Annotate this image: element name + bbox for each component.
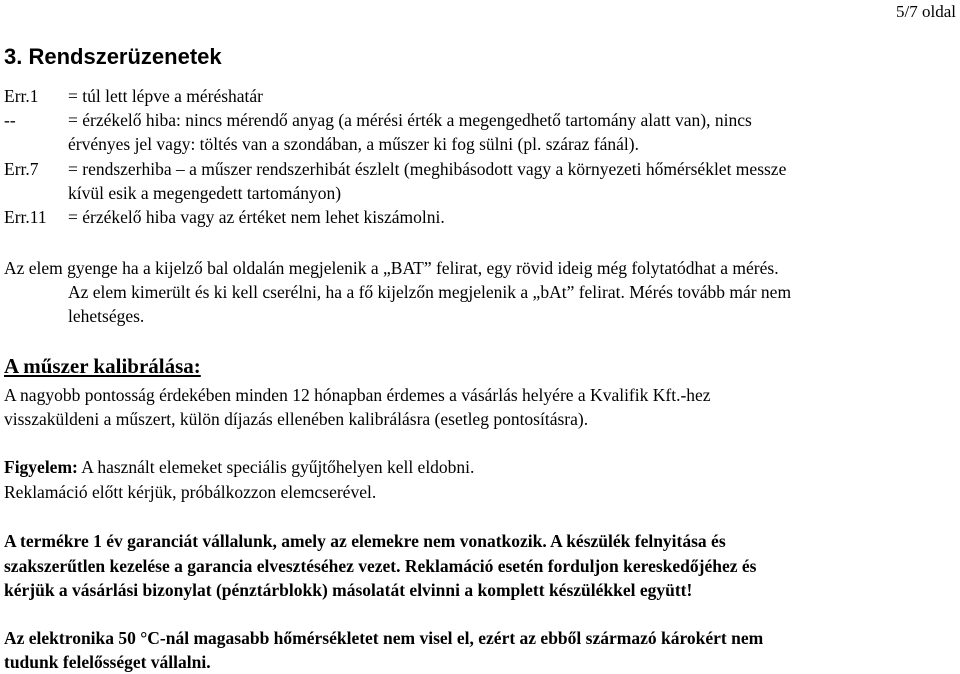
- battery-line-2: Az elem kimerült és ki kell cserélni, ha a fő kijelzőn megjelenik a „bAt” felirat. Mérés tovább már nem: [68, 282, 792, 302]
- electronics-line-1: Az elektronika 50 °C-nál magasabb hőmérsékletet nem visel el, ezért az ebből származó károkért nem: [4, 628, 764, 648]
- error-text-dash-line1: = érzékelő hiba: nincs mérendő anyag (a mérési érték a megengedhető tartomány alatt van), nincs: [68, 110, 752, 130]
- error-text-7-line1: = rendszerhiba – a műszer rendszerhibát észlelt (meghibásodott vagy a környezeti hőmérséklet messze: [68, 159, 787, 179]
- section-heading: 3. Rendszerüzenetek: [4, 44, 222, 69]
- error-text-dash-line2: érvényes jel vagy: töltés van a szondában, a műszer ki fog sülni (pl. száraz fánál).: [68, 134, 639, 154]
- error-text-1: = túl lett lépve a méréshatár: [68, 86, 263, 106]
- error-code-7: Err.7: [4, 159, 39, 179]
- electronics-line-2: tudunk felelősséget vállalni.: [4, 652, 211, 672]
- error-code-dash: --: [4, 110, 16, 130]
- guarantee-line-1: A termékre 1 év garanciát vállalunk, amely az elemekre nem vonatkozik. A készülék felnyitása és: [4, 531, 726, 551]
- complaint-line: Reklamáció előtt kérjük, próbálkozzon elemcserével.: [4, 482, 377, 502]
- calibration-line-2: visszaküldeni a műszert, külön díjazás ellenében kalibrálásra (esetleg pontosításra).: [4, 409, 589, 429]
- calibration-title: A műszer kalibrálása:: [4, 354, 201, 378]
- calibration-line-1: A nagyobb pontosság érdekében minden 12 hónapban érdemes a vásárlás helyére a Kvalifik Kft.-hez: [4, 385, 711, 405]
- error-text-11: = érzékelő hiba vagy az értéket nem lehet kiszámolni.: [68, 207, 445, 227]
- guarantee-line-3: kérjük a vásárlási bizonylat (pénztárblokk) másolatát elvinni a komplett készülékkel együtt!: [4, 580, 693, 600]
- guarantee-line-2: szakszerűtlen kezelése a garancia elvesztéséhez vezet. Reklamáció esetén forduljon kereskedőjéhez és: [4, 556, 757, 576]
- error-code-1: Err.1: [4, 86, 39, 106]
- warning-line: [4, 456, 474, 478]
- warning-text: A használt elemeket speciális gyűjtőhelyen kell eldobni.: [77, 457, 475, 477]
- page-number: 5/7 oldal: [896, 2, 956, 21]
- warning-label: Figyelem:: [4, 457, 78, 477]
- battery-line-1: Az elem gyenge ha a kijelző bal oldalán megjelenik a „BAT” felirat, egy rövid ideig még folytatódhat a mérés.: [4, 258, 779, 278]
- error-text-7-line2: kívül esik a megengedett tartományon): [68, 183, 342, 203]
- error-code-11: Err.11: [4, 207, 47, 227]
- battery-line-3: lehetséges.: [68, 306, 145, 326]
